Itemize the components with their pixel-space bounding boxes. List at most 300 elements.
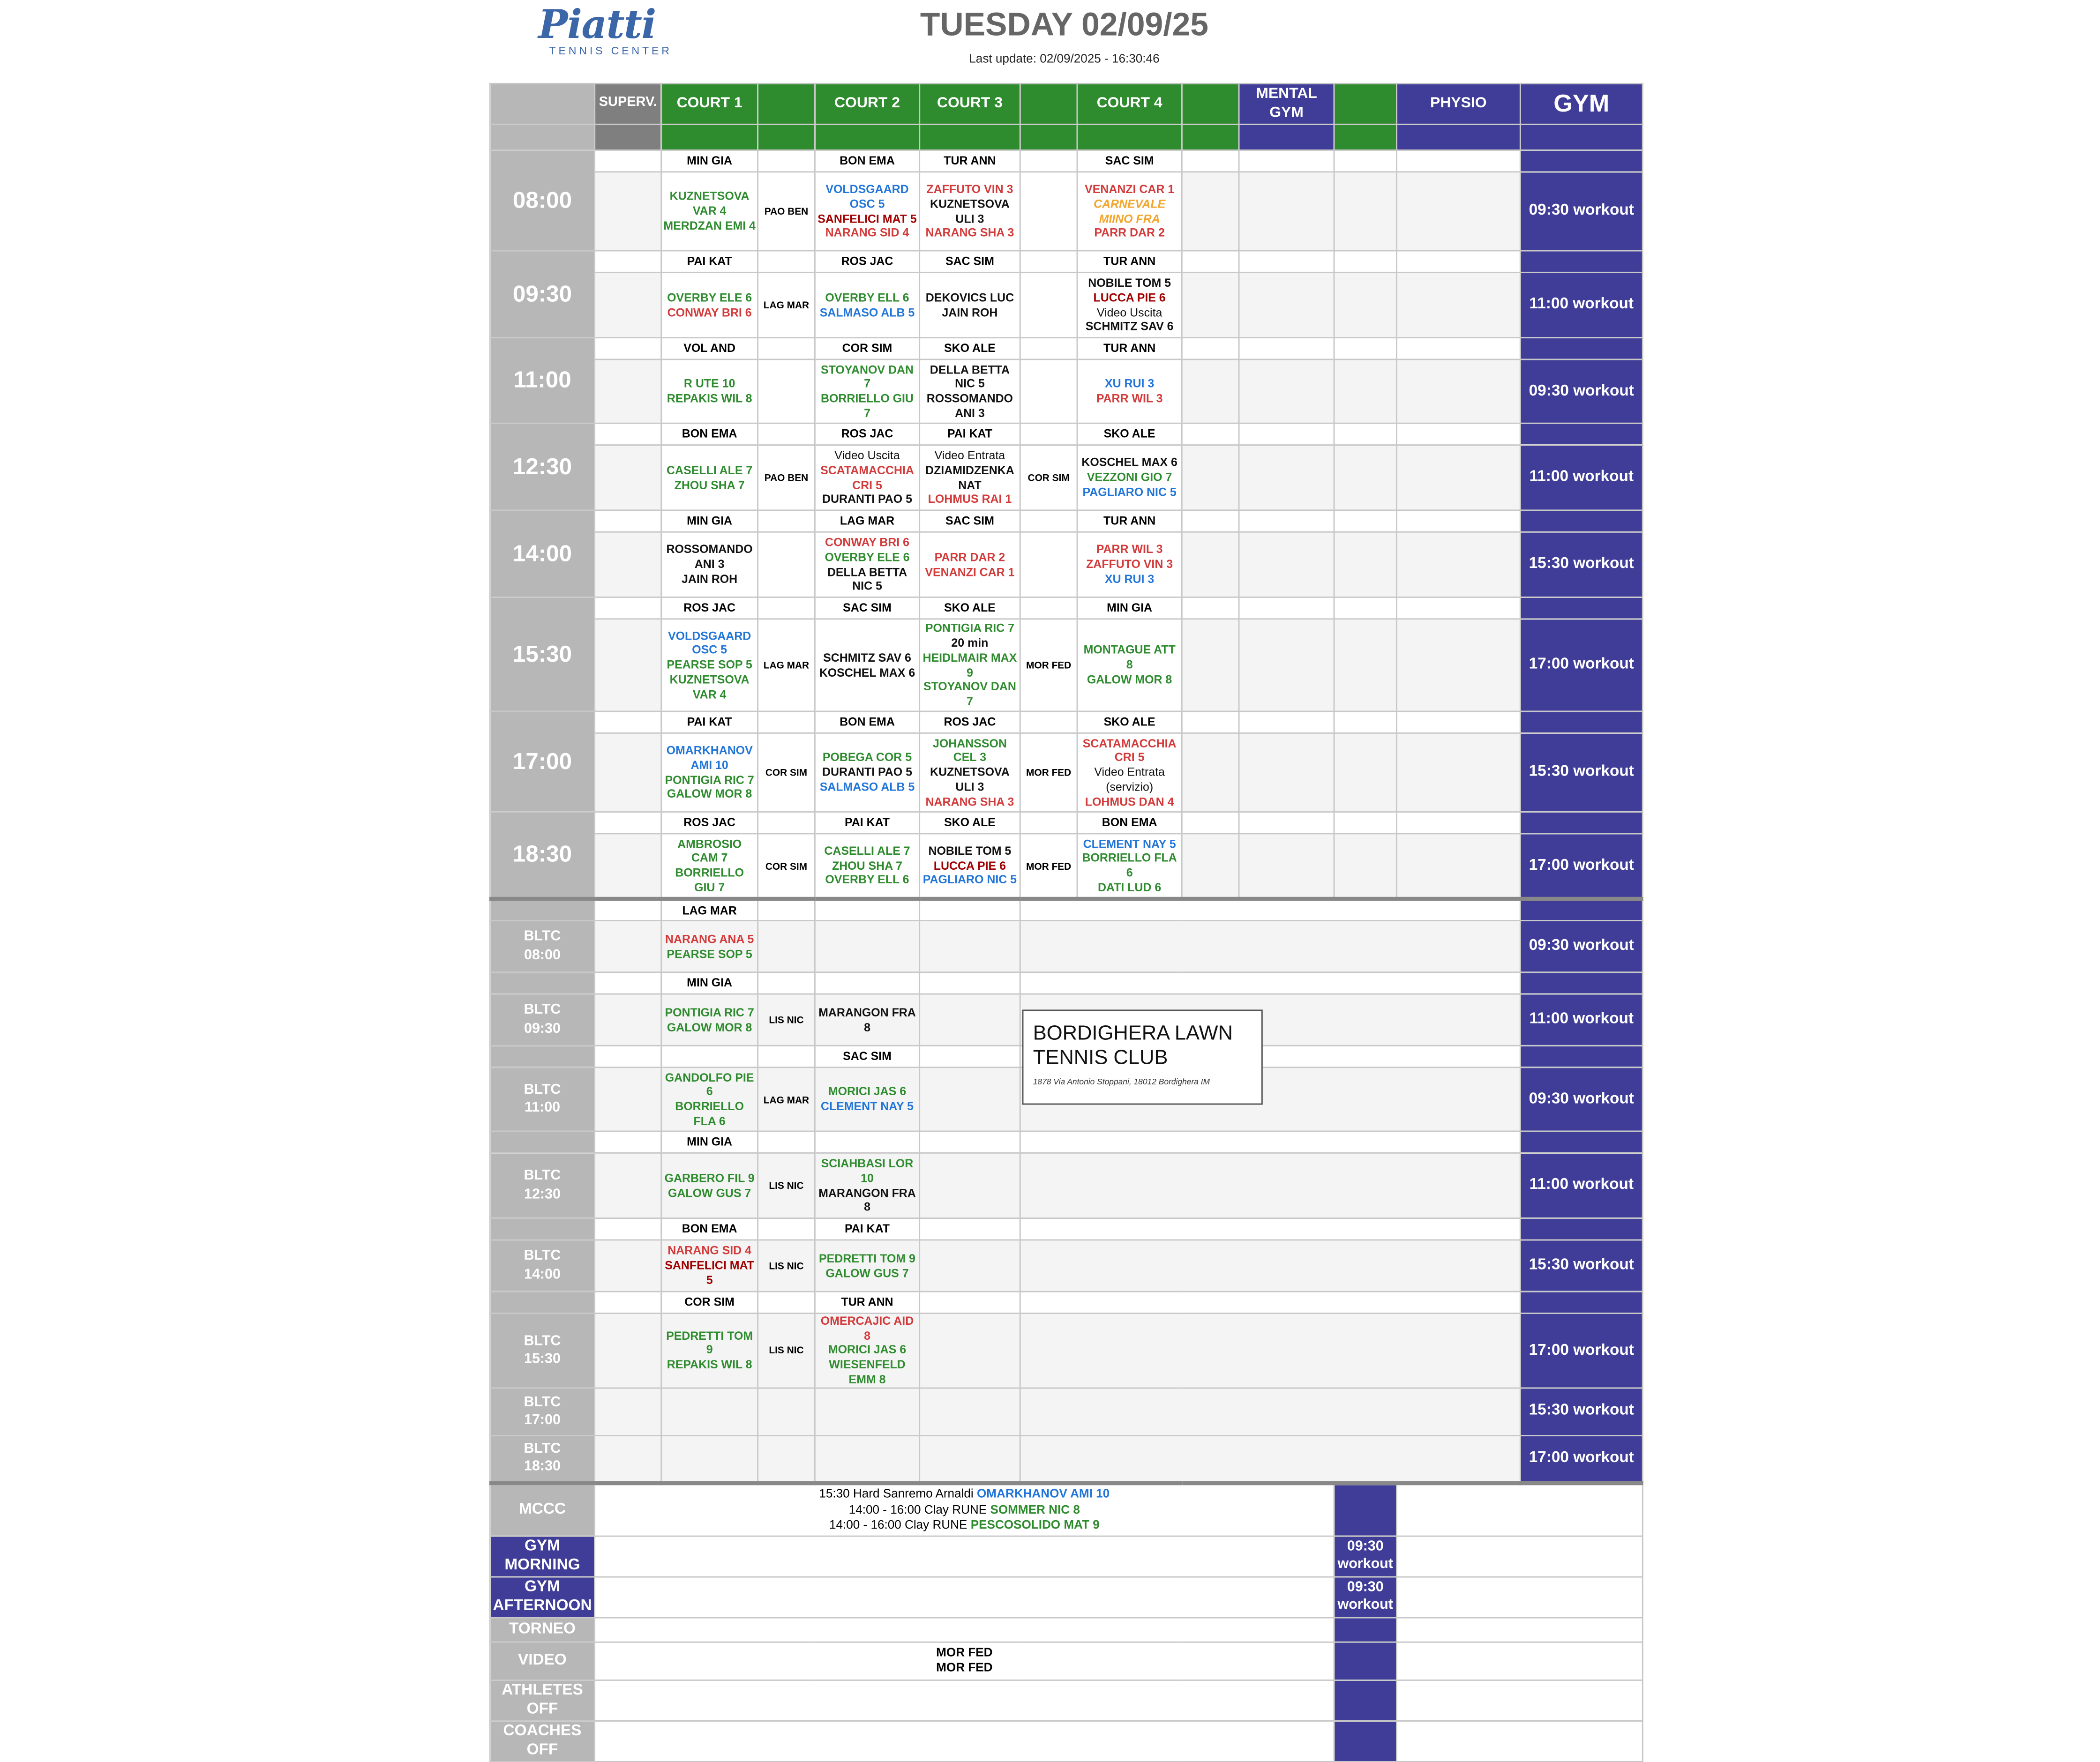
sup-blank [1396, 711, 1520, 733]
right-empty [1396, 1720, 1642, 1761]
empty-cell [1334, 172, 1396, 251]
player-entry: OVERBY ELL 6 [825, 290, 909, 304]
sup-court2: SAC SIM [815, 597, 919, 619]
player-entry: SANFELICI MAT 5 [818, 211, 917, 225]
empty-cell [920, 1240, 1020, 1292]
sup-blank [1334, 150, 1396, 172]
slot-row [490, 445, 1642, 510]
bltc-time-label [490, 994, 594, 1045]
player-entry: CLEMENT NAY 5 [1083, 836, 1176, 850]
bltc-prefix: BLTC [524, 1332, 561, 1349]
sup-blank [1334, 423, 1396, 445]
col-court1-extra [758, 83, 815, 124]
bltc-sup-court1: MIN GIA [661, 1131, 758, 1153]
right-empty [1396, 1576, 1642, 1617]
player-entry: GALOW MOR 8 [1087, 672, 1172, 686]
empty-cell [1396, 172, 1520, 251]
bltc-court1-extra [758, 921, 815, 972]
bltc-court2 [815, 1435, 919, 1483]
court3-extra [1020, 272, 1077, 337]
sup-court2: LAG MAR [815, 510, 919, 532]
player-entry: OMERCAJIC AID 8 [820, 1314, 914, 1343]
sup-blank [1020, 150, 1077, 172]
sup-court1: MIN GIA [661, 150, 758, 172]
slot-row [490, 359, 1642, 423]
sup-court3: SAC SIM [920, 251, 1020, 272]
player-entry: OVERBY ELE 6 [667, 290, 752, 304]
player-entry: OVERBY ELE 6 [825, 550, 910, 564]
empty-cell [1182, 733, 1239, 812]
court3-cell [920, 532, 1020, 597]
bltc-prefix: BLTC [524, 1081, 561, 1098]
court3-cell [920, 272, 1020, 337]
sup-blank [1396, 597, 1520, 619]
bltc-sup-court2 [815, 1131, 919, 1153]
player-entry: Video Entrata (servizio) [1094, 765, 1165, 794]
player-entry: ZAFFUTO VIN 3 [1086, 557, 1173, 571]
player-entry: Video Uscita [834, 448, 900, 462]
bltc-sup-court1: BON EMA [661, 1218, 758, 1240]
empty-cell [1334, 445, 1396, 510]
bltc-supervisor-row [490, 972, 1642, 994]
sup-blank [1239, 150, 1334, 172]
sup-blank [1239, 812, 1334, 834]
bltc-sup-court1: COR SIM [661, 1292, 758, 1313]
player-entry: PEDRETTI TOM 9 [819, 1251, 915, 1265]
col-court4: COURT 4 [1077, 83, 1182, 124]
empty-cell [920, 921, 1020, 972]
mccc-blue [1334, 1483, 1396, 1536]
player-entry: NARANG SID 4 [668, 1244, 751, 1258]
sup-blank [758, 899, 815, 920]
player-entry: MORICI JAS 6 [828, 1084, 907, 1098]
time-label: 14:00 [490, 510, 594, 597]
sup-blank [1239, 251, 1334, 272]
sup-blank [920, 899, 1020, 920]
sup-blank [595, 711, 661, 733]
mentalx-sub [1334, 124, 1396, 150]
sup-blank [595, 1131, 661, 1153]
sup-court3: SKO ALE [920, 812, 1020, 834]
bltc-label-top [490, 972, 594, 994]
physio-workout: 11:00 workout [1520, 994, 1642, 1045]
piatti-logo [538, 1, 688, 64]
empty-cell [1396, 619, 1520, 711]
club-address: 1878 Via Antonio Stoppani, 18012 Bordighera IM [1033, 1079, 1210, 1087]
player-entry: KUZNETSOVA ULI 3 [930, 196, 1010, 225]
court3-cell [920, 733, 1020, 812]
sup-blank [758, 423, 815, 445]
superv-cell [595, 921, 661, 972]
bltc-row [490, 1153, 1642, 1218]
mccc-time: 15:30 Hard Sanremo Arnaldi [819, 1487, 977, 1501]
empty-cell [1182, 445, 1239, 510]
sup-blank [1020, 423, 1077, 445]
superv-cell [595, 733, 661, 812]
sup-blank [920, 1292, 1020, 1313]
bltc-prefix: BLTC [524, 1002, 561, 1018]
bltc-court1 [661, 1153, 758, 1218]
sup-court4: SKO ALE [1077, 423, 1182, 445]
sup-blank [1334, 812, 1396, 834]
player-entry: CASELLI ALE 7 [824, 844, 910, 858]
player-entry: STOYANOV DAN 7 [923, 679, 1016, 708]
gym-sup [1520, 251, 1642, 272]
physio-workout: 15:30 workout [1520, 1240, 1642, 1292]
court2-cell [815, 532, 919, 597]
player-entry: KOSCHEL MAX 6 [1081, 455, 1178, 470]
torneo-blue [1334, 1617, 1396, 1642]
player-entry: ROSSOMANDO ANI 3 [926, 391, 1013, 420]
sup-blank [595, 423, 661, 445]
court1-extra: LAG MAR [758, 619, 815, 711]
player-entry: ROSSOMANDO ANI 3 [666, 543, 753, 571]
court2-cell [815, 619, 919, 711]
court4-cell [1077, 733, 1182, 812]
slot-row [490, 532, 1642, 597]
bltc-row [490, 1388, 1642, 1435]
empty-cell [1239, 172, 1334, 251]
empty-cell [920, 1068, 1020, 1131]
player-entry: AMBROSIO CAM 7 [677, 836, 742, 865]
empty-cell [1182, 272, 1239, 337]
sup-blank [1396, 251, 1520, 272]
sup-court1: ROS JAC [661, 597, 758, 619]
court4-cell [1077, 359, 1182, 423]
court3-extra [1020, 532, 1077, 597]
time-label: 12:30 [490, 423, 594, 510]
sup-blank [595, 338, 661, 359]
sup-blank [1239, 423, 1334, 445]
court3-extra [1020, 359, 1077, 423]
court1-extra [758, 532, 815, 597]
col-court3: COURT 3 [920, 83, 1020, 124]
sup-blank [1334, 338, 1396, 359]
court1-extra: COR SIM [758, 733, 815, 812]
court2-cell [815, 834, 919, 899]
player-entry: BORRIELLO FLA 6 [675, 1099, 744, 1127]
player-entry: GALOW GUS 7 [825, 1266, 909, 1280]
bltc-row [490, 1435, 1642, 1483]
player-entry: JAIN ROH [942, 305, 998, 319]
sup-blank [1020, 1218, 1520, 1240]
bltc-time-label [490, 921, 594, 972]
slot-row [490, 272, 1642, 337]
right-empty [1396, 1680, 1642, 1721]
bltc-time-label [490, 1240, 594, 1292]
court3-extra: MOR FED [1020, 733, 1077, 812]
sup-blank [920, 1218, 1020, 1240]
player-entry: SCATAMACCHIA CRI 5 [1082, 736, 1177, 764]
empty-cell [1020, 1314, 1520, 1388]
physio-sub [1396, 124, 1520, 150]
superv-cell [595, 619, 661, 711]
sup-court1: PAI KAT [661, 251, 758, 272]
empty-cell [1239, 272, 1334, 337]
player-entry: MARANGON FRA 8 [818, 1005, 916, 1034]
supervisor-row [490, 338, 1642, 359]
court3x-sub [1020, 124, 1077, 150]
gym-workout: 11:00 workout [1520, 445, 1642, 510]
sup-blank [595, 812, 661, 834]
bltc-time-label [490, 1314, 594, 1388]
mccc-line [597, 1502, 1332, 1518]
player-entry: DELLA BETTA NIC 5 [827, 564, 908, 593]
player-entry: POBEGA COR 5 [822, 750, 912, 764]
empty-cell [1239, 619, 1334, 711]
sup-court2: ROS JAC [815, 251, 919, 272]
gym-workout: 09:30 workout [1520, 359, 1642, 423]
bltc-prefix: BLTC [524, 1440, 561, 1457]
sup-blank [1182, 510, 1239, 532]
athletes-off-label: ATHLETES OFF [490, 1680, 594, 1721]
player-entry: VOLDSGAARD OSC 5 [825, 182, 909, 210]
player-entry: 20 min [951, 636, 989, 650]
player-entry: PEDRETTI TOM 9 [666, 1329, 753, 1357]
superv-cell [595, 272, 661, 337]
bltc-court2 [815, 1240, 919, 1292]
col-mental-gym: MENTAL GYM [1239, 83, 1334, 124]
empty-cell [1182, 619, 1239, 711]
page-title: TUESDAY 02/09/25 [920, 7, 1208, 44]
mccc-time: 14:00 - 16:00 Clay RUNE [848, 1502, 990, 1516]
player-entry: GALOW MOR 8 [667, 1020, 752, 1034]
gym-sub [1520, 124, 1642, 150]
player-entry: VENANZI CAR 1 [1085, 182, 1175, 196]
player-entry: LOHMUS DAN 4 [1085, 794, 1174, 808]
player-entry: CARNEVALE MIINO FRA [1094, 196, 1166, 225]
bltc-label-top [490, 1045, 594, 1067]
supervisor-row [490, 251, 1642, 272]
player-entry: NOBILE TOM 5 [928, 844, 1012, 858]
sup-blank [758, 1131, 815, 1153]
bltc-prefix: BLTC [524, 1167, 561, 1184]
empty-cell [1334, 834, 1396, 899]
sup-court3: SKO ALE [920, 597, 1020, 619]
mental-sub [1239, 124, 1334, 150]
bltc-court1-extra: LIS NIC [758, 1240, 815, 1292]
schedule-body [490, 83, 1642, 1761]
player-entry: DURANTI PAO 5 [822, 765, 913, 779]
bltc-time: 08:00 [524, 946, 561, 963]
player-entry: WIESENFELD EMM 8 [829, 1358, 906, 1386]
coaches-off-label: COACHES OFF [490, 1720, 594, 1761]
club-card [1022, 1009, 1263, 1105]
sup-blank [595, 251, 661, 272]
player-entry: NARANG ANA 5 [665, 932, 754, 946]
player-entry: STOYANOV DAN 7 [820, 362, 914, 390]
logo-title: Piatti [538, 1, 656, 48]
bltc-time: 12:30 [524, 1185, 561, 1202]
sup-court1: BON EMA [661, 423, 758, 445]
superv-cell [595, 834, 661, 899]
sup-blank [1239, 711, 1334, 733]
bltc-sup-court1: LAG MAR [661, 899, 758, 920]
gym-workout: 17:00 workout [1520, 834, 1642, 899]
empty-cell [1182, 172, 1239, 251]
player-entry: PARR DAR 2 [934, 550, 1005, 564]
sup-blank [1396, 510, 1520, 532]
player-entry: PEARSE SOP 5 [667, 946, 752, 960]
player-entry: REPAKIS WIL 8 [667, 1358, 752, 1372]
schedule-table [489, 83, 1643, 1762]
empty-cell [1396, 359, 1520, 423]
court2-sub [815, 124, 919, 150]
court3-cell [920, 834, 1020, 899]
empty-cell [1396, 532, 1520, 597]
court1-cell [661, 834, 758, 899]
sup-blank [758, 1218, 815, 1240]
logo-subtitle: TENNIS CENTER [549, 45, 672, 57]
player-entry: MONTAGUE ATT 8 [1083, 643, 1176, 672]
court1-cell [661, 445, 758, 510]
court4-cell [1077, 619, 1182, 711]
superv-cell [595, 1388, 661, 1435]
player-entry: GALOW MOR 8 [667, 787, 752, 801]
player-entry: MORICI JAS 6 [828, 1343, 907, 1357]
court3-extra: MOR FED [1020, 834, 1077, 899]
superv-cell [595, 1435, 661, 1483]
player-entry: PAGLIARO NIC 5 [922, 873, 1017, 887]
sup-court4: SKO ALE [1077, 711, 1182, 733]
bltc-sup-court1 [661, 1045, 758, 1067]
gym-workout: 09:30 workout [1520, 172, 1642, 251]
player-entry: PARR DAR 2 [1094, 226, 1165, 240]
player-entry: VOLDSGAARD OSC 5 [668, 628, 751, 657]
sup-blank [595, 1045, 661, 1067]
court2-cell [815, 272, 919, 337]
player-entry: PONTIGIA RIC 7 [665, 1005, 754, 1019]
court1-cell [661, 272, 758, 337]
superv-cell [595, 1314, 661, 1388]
gym-sup [1520, 423, 1642, 445]
mccc-time: 14:00 - 16:00 Clay RUNE [829, 1517, 971, 1531]
bltc-sup-court2 [815, 972, 919, 994]
col-court2: COURT 2 [815, 83, 919, 124]
gym-morning-value: 09:30 workout [1334, 1536, 1396, 1576]
empty-cell [1020, 1153, 1520, 1218]
superv-cell [595, 1240, 661, 1292]
player-entry: Video Entrata [934, 448, 1005, 462]
sup-court1: MIN GIA [661, 510, 758, 532]
player-entry: DEKOVICS LUC [925, 290, 1014, 304]
sup-blank [1182, 150, 1239, 172]
sup-blank [920, 972, 1020, 994]
player-entry: VEZZONI GIO 7 [1087, 470, 1172, 484]
physio-sup [1520, 1045, 1642, 1067]
sup-blank [1020, 1131, 1520, 1153]
player-entry: NARANG SHA 3 [925, 794, 1014, 808]
col-court4-extra [1182, 83, 1239, 124]
bltc-sup-court2: SAC SIM [815, 1045, 919, 1067]
empty-cell [920, 1388, 1020, 1435]
bltc-court1 [661, 1388, 758, 1435]
empty-cell [1020, 1435, 1520, 1483]
player-entry: KUZNETSOVA VAR 4 [669, 672, 750, 701]
empty-cell [1396, 834, 1520, 899]
time-label: 15:30 [490, 597, 594, 711]
athletes-off-blue [1334, 1680, 1396, 1721]
court1-sub [661, 124, 758, 150]
video-label: VIDEO [490, 1642, 594, 1680]
col-mental-extra [1334, 83, 1396, 124]
sup-blank [1020, 338, 1077, 359]
physio-workout: 17:00 workout [1520, 1314, 1642, 1388]
superv-cell [595, 445, 661, 510]
court4-cell [1077, 445, 1182, 510]
physio-sup [1520, 1292, 1642, 1313]
court4-cell [1077, 532, 1182, 597]
sup-blank [758, 251, 815, 272]
sup-blank [1334, 711, 1396, 733]
sup-blank [1182, 423, 1239, 445]
player-entry: ZAFFUTO VIN 3 [926, 182, 1013, 196]
court1-cell [661, 359, 758, 423]
supervisor-row [490, 510, 1642, 532]
col-physio: PHYSIO [1396, 83, 1520, 124]
bltc-time-label [490, 1388, 594, 1435]
video-blue [1334, 1642, 1396, 1680]
bltc-court1 [661, 1068, 758, 1131]
court4-cell [1077, 834, 1182, 899]
court3-cell [920, 172, 1020, 251]
gym-afternoon-label: GYM AFTERNOON [490, 1576, 594, 1617]
bltc-time: 17:00 [524, 1411, 561, 1428]
bltc-time: 09:30 [524, 1020, 561, 1037]
court4x-sub [1182, 124, 1239, 150]
sup-blank [1239, 338, 1334, 359]
player-entry: KOSCHEL MAX 6 [819, 665, 915, 679]
sup-blank [758, 711, 815, 733]
player-entry: LOHMUS RAI 1 [928, 492, 1012, 506]
bltc-sup-court2: PAI KAT [815, 1218, 919, 1240]
court1-extra [758, 359, 815, 423]
sup-blank [1020, 972, 1520, 994]
sup-court3: PAI KAT [920, 423, 1020, 445]
empty-cell [1239, 359, 1334, 423]
sup-court4: TUR ANN [1077, 510, 1182, 532]
superv-sub [595, 124, 661, 150]
athletes-off-content [595, 1680, 1334, 1721]
slot-row [490, 619, 1642, 711]
player-entry: SCATAMACCHIA CRI 5 [820, 463, 914, 492]
sup-blank [595, 150, 661, 172]
sup-court2: PAI KAT [815, 812, 919, 834]
torneo-row [490, 1617, 1642, 1642]
supervisor-row [490, 711, 1642, 733]
player-entry: MERDZAN EMI 4 [663, 218, 756, 232]
bltc-label-top [490, 1218, 594, 1240]
superv-cell [595, 532, 661, 597]
bltc-court1-extra: LIS NIC [758, 994, 815, 1045]
empty-cell [1239, 834, 1334, 899]
sup-blank [1182, 711, 1239, 733]
supervisor-row [490, 423, 1642, 445]
sup-blank [758, 1045, 815, 1067]
gym-morning-label: GYM MORNING [490, 1536, 594, 1576]
supervisor-row [490, 812, 1642, 834]
bltc-court2 [815, 1068, 919, 1131]
player-entry: BORRIELLO FLA 6 [1082, 851, 1177, 880]
player-entry: GARBERO FIL 9 [664, 1171, 755, 1185]
sup-blank [595, 972, 661, 994]
player-entry: NARANG SHA 3 [925, 226, 1014, 240]
player-entry: PARR WIL 3 [1096, 543, 1163, 557]
sup-blank [1020, 711, 1077, 733]
empty-cell [1396, 733, 1520, 812]
bltc-time: 11:00 [524, 1099, 561, 1116]
bltc-row [490, 921, 1642, 972]
